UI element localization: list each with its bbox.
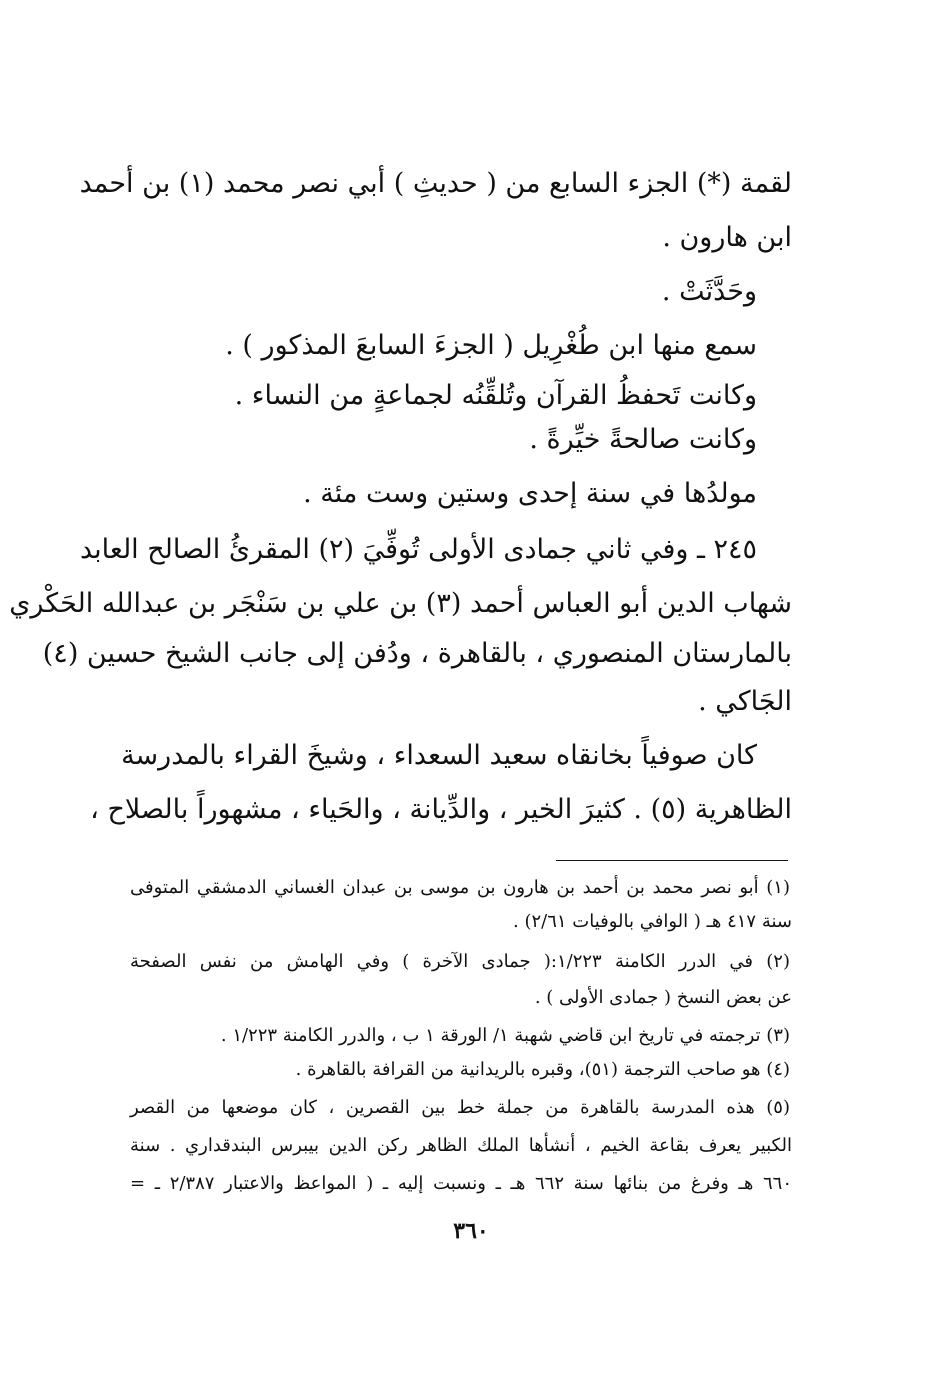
body-line-7: مولدُها في سنة إحدى وستين وست مئة . [303, 478, 757, 509]
body-line-4: سمع منها ابن طُغْرِيل ( الجزءَ السابعَ المذكور ) . [225, 330, 757, 361]
body-line-11: الجَاكي . [698, 686, 792, 717]
footnote-line-2: سنة ٤١٧ هـ ( الوافي بالوفيات ٢/٦١) . [513, 911, 792, 932]
body-line-13: الظاهرية (٥) . كثيرَ الخير ، والدِّيانة ، والحَياء ، مشهوراً بالصلاح ، [90, 794, 792, 825]
footnote-line-5: (٣) ترجمته في تاريخ ابن قاضي شهبة ١/ الورقة ١ ب ، والدرر الكامنة ١/٢٢٣ . [220, 1025, 790, 1046]
footnote-line-4: عن بعض النسخ ( جمادى الأولى ) . [534, 987, 792, 1008]
body-line-3: وحَدَّثَتْ . [661, 276, 757, 307]
footnote-line-8: الكبير يعرف بقاعة الخيم ، أنشأها الملك الظاهر ركن الدين بيبرس البندقداري . سنة [130, 1135, 792, 1156]
footnote-line-3: (٢) في الدرر الكامنة ١/٢٢٣:( جمادى الآخرة ) وفي الهامش من نفس الصفحة [130, 951, 790, 972]
footnote-line-9: ٦٦٠ هـ وفرغ من بنائها سنة ٦٦٢ هـ ـ ونسبت إليه ـ ( المواعظ والاعتبار ٢/٣٨٧ ـ = [130, 1173, 792, 1194]
body-line-8: ٢٤٥ ـ وفي ثاني جمادى الأولى تُوفِّيَ (٢) المقرئُ الصالح العابد [80, 534, 757, 565]
footnote-line-6: (٤) هو صاحب الترجمة (٥١)، وقبره بالريدانية من القرافة بالقاهرة . [295, 1059, 790, 1080]
footnote-line-7: (٥) هذه المدرسة بالقاهرة من جملة خط بين القصرين ، كان موضعها من القصر [130, 1097, 790, 1118]
body-line-9: شهاب الدين أبو العباس أحمد (٣) بن علي بن سَنْجَر بن عبدالله الحَكْري [9, 588, 792, 619]
body-line-1: لقمة (*) الجزء السابع من ( حديثِ ) أبي نصر محمد (١) بن أحمد [79, 168, 792, 199]
body-line-6: وكانت صالحةً خيِّرةً . [529, 424, 757, 455]
body-line-10: بالمارستان المنصوري ، بالقاهرة ، ودُفن إلى جانب الشيخ حسين (٤) [42, 638, 792, 669]
footnote-line-1: (١) أبو نصر محمد بن أحمد بن هارون بن موسى بن عبدان الغساني الدمشقي المتوفى [130, 877, 790, 898]
footnote-separator [556, 860, 788, 861]
body-line-2: ابن هارون . [662, 222, 792, 253]
page-number: ٣٦٠ [453, 1218, 489, 1244]
body-line-5: وكانت تَحفظُ القرآن وتُلقِّنُه لجماعةٍ من النساء . [234, 380, 757, 411]
body-line-12: كان صوفياً بخانقاه سعيد السعداء ، وشيخَ القراء بالمدرسة [121, 740, 757, 771]
